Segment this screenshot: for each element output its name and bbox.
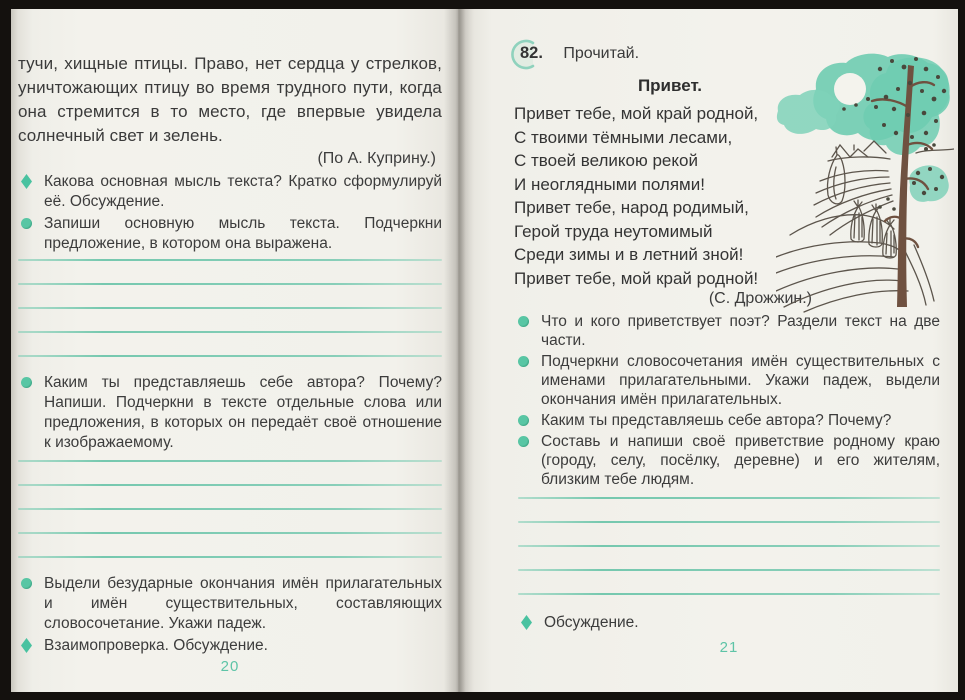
poem-line: Привет тебе, мой край родной! [514,268,759,288]
poem-block [514,76,826,308]
story-paragraph: тучи, хищные птицы. Право, нет сердца у стрелков, уничтожающих птицу во время трудного пути, когда она стремится в то место, где впервые увидела солнечный свет и зелень. [18,54,442,145]
task-item [21,214,442,254]
scan-border-right [958,0,965,700]
circle-bullet-icon [518,436,529,447]
discussion-text: Обсуждение. [544,614,639,631]
exercise-header [510,44,940,68]
diamond-bullet-icon [21,638,32,653]
task-item [518,411,940,430]
scan-border-left [0,0,11,700]
writing-lines-group [518,497,940,595]
writing-line [18,532,442,534]
exercise-instruction: Прочитай. [563,45,640,62]
page-number: 21 [719,639,739,656]
circle-bullet-icon [21,218,32,229]
diamond-bullet-icon [521,615,532,630]
task-text: Запиши основную мысль текста. Подчеркни предложение, в котором она выражена. [44,215,442,252]
poem-line: Привет тебе, мой край родной, [514,104,759,123]
writing-line [18,331,442,333]
task-text: Каким ты представляешь себе автора? Почему? Напиши. Подчеркни в тексте отдельные слова или предложения, в которых он передаёт своё отношение к изображаемому. [44,374,442,451]
poem-line: С твоей великою рекой [514,151,698,170]
task-item [518,432,940,489]
task-text: Каким ты представляешь себе автора? Почему? [541,412,892,429]
writing-line [18,355,442,357]
writing-line [18,484,442,486]
scan-border-top [0,0,965,9]
circle-bullet-icon [518,356,529,367]
page-right [458,9,958,692]
task-list [518,312,940,489]
discussion-item [521,613,940,633]
writing-line [18,460,442,462]
writing-line [18,259,442,261]
circle-bullet-icon [21,578,32,589]
diamond-bullet-icon [21,174,32,189]
writing-line [518,521,940,523]
poem-line: Среди зимы и в летний зной! [514,245,744,264]
poem-line: И неоглядными полями! [514,174,705,194]
writing-line [518,593,940,595]
task-item [518,352,940,409]
task-item [21,574,442,634]
task-text: Составь и напиши своё приветствие родному краю (городу, селу, посёлку, деревне) и его жителям, близким тебе людям. [541,433,940,488]
writing-line [18,283,442,285]
circle-bullet-icon [518,415,529,426]
poem-attribution: (С. Дрожжин.) [708,290,812,307]
scan-border-bottom [0,692,965,700]
task-text: Какова основная мысль текста? Кратко сформулируй её. Обсуждение. [44,173,442,210]
task-text: Взаимопроверка. Обсуждение. [44,637,268,654]
writing-line [518,497,940,499]
writing-line [518,569,940,571]
poem-line: С твоими тёмными лесами, [514,127,733,147]
task-text: Что и кого приветствует поэт? Раздели текст на две части. [541,313,940,349]
exercise-number-badge [510,44,549,63]
task-item [518,312,940,350]
task-text: Выдели безударные окончания имён прилагательных и имён существительных, составляющих словосочетание. Укажи падеж. [44,575,442,632]
task-item [21,172,442,212]
story-attribution: (По А. Куприну.) [317,150,436,167]
page-left [11,9,458,692]
writing-line [518,545,940,547]
writing-line [18,307,442,309]
task-item [21,636,442,656]
poem-title: Привет. [637,76,703,95]
writing-line [18,556,442,558]
page-number: 20 [220,658,240,675]
circle-bullet-icon [21,377,32,388]
task-text: Подчеркни словосочетания имён существительных с именами прилагательными. Укажи падеж, выдели окончания имён прилагательных. [541,353,940,408]
exercise-number: 82. [520,44,543,62]
sun-icon [834,73,866,105]
writing-lines-group [18,259,442,357]
poem-line: Привет тебе, народ родимый, [514,198,749,217]
circle-bullet-icon [518,316,529,327]
writing-line [18,508,442,510]
writing-lines-group [18,460,442,558]
poem-line: Герой труда неутомимый [514,221,713,241]
task-item [21,373,442,453]
